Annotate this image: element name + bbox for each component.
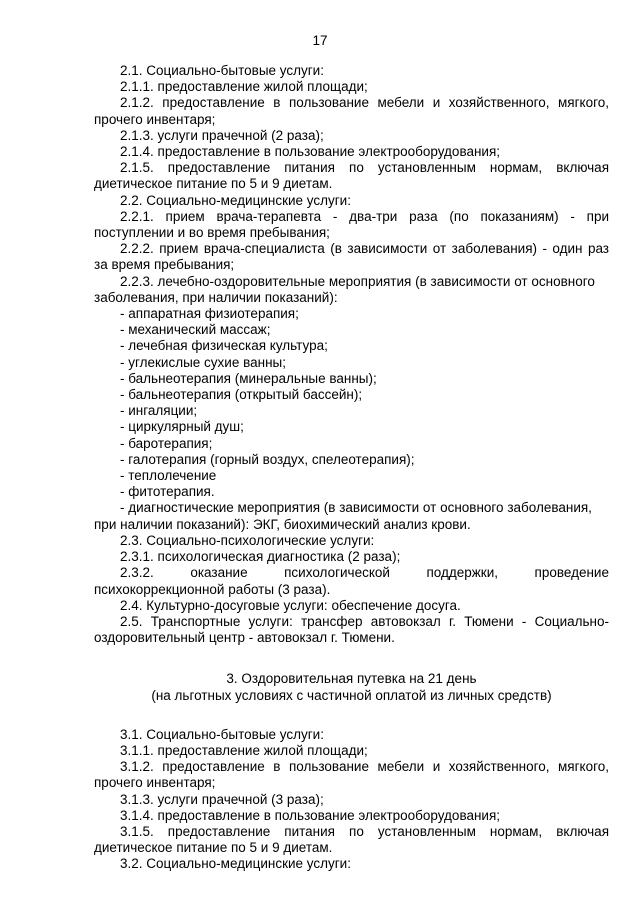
item-3-1-5: 3.1.5. предоставление питания по установленным нормам, включая диетическое питание по 5 и 9 диетам. [94,823,609,856]
item-2-2: 2.2. Социально-медицинские услуги: [120,192,351,208]
procedure-item: - фитотерапия. [120,484,215,500]
item-2-3: 2.3. Социально-психологические услуги: [120,532,375,548]
procedure-item: - лечебная физическая культура; [120,338,328,354]
procedure-item: - циркулярный душ; [120,419,244,435]
procedure-item: - аппаратная физиотерапия; [120,306,299,322]
item-2-1-5: 2.1.5. предоставление питания по установленным нормам, включая диетическое питание по 5 и 9 диетам. [94,160,609,192]
item-2-2-1: 2.2.1. прием врача-терапевта - два-три раза (по показаниям) - при поступлении и во время пребывания; [94,208,609,241]
procedure-item: - баротерапия; [120,435,213,451]
procedure-item: - галотерапия (горный воздух, спелеотерапия); [120,451,415,467]
document-body [94,63,609,873]
item-2-1-4: 2.1.4. предоставление в пользование электрооборудования; [120,144,501,160]
procedure-item: - ингаляции; [120,403,198,419]
item-3-1: 3.1. Социально-бытовые услуги: [120,726,324,742]
item-2-4: 2.4. Культурно-досуговые услуги: обеспечение досуга. [120,597,461,613]
item-2-1-3: 2.1.3. услуги прачечной (2 раза); [120,127,324,143]
item-3-1-2: 3.1.2. предоставление в пользование мебели и хозяйственного, мягкого, прочего инвентаря; [94,759,609,791]
section-heading: 3. Оздоровительная путевка на 21 день [226,671,477,687]
item-2-2-3: 2.2.3. лечебно-оздоровительные мероприятия (в зависимости от основного заболевания, при наличии показаний): [94,273,595,305]
item-2-3-2: 2.3.2. оказание психологической поддержки, проведение психокоррекционной работы (3 раза). [94,565,609,597]
procedure-item: - бальнеотерапия (открытый бассейн); [120,387,363,403]
item-2-1-2: 2.1.2. предоставление в пользование мебели и хозяйственного, мягкого, прочего инвентаря; [94,95,609,127]
item-3-2: 3.2. Социально-медицинские услуги: [120,856,351,872]
procedure-item: - бальнеотерапия (минеральные ванны); [120,370,377,386]
item-2-3-1: 2.3.1. психологическая диагностика (2 раза); [120,549,401,565]
procedure-item: - механический массаж; [120,322,271,338]
item-3-1-3: 3.1.3. услуги прачечной (3 раза); [120,791,324,807]
item-2-5: 2.5. Транспортные услуги: трансфер автовокзал г. Тюмени - Социально-оздоровительный центр - автовокзал г. Тюмени. [94,613,609,646]
item-2-2-2: 2.2.2. прием врача-специалиста (в зависимости от заболевания) - один раз за время пребывания; [94,241,609,273]
item-2-1-1: 2.1.1. предоставление жилой площади; [120,79,368,95]
item-3-1-4: 3.1.4. предоставление в пользование электрооборудования; [120,807,501,823]
item-3-1-1: 3.1.1. предоставление жилой площади; [120,742,368,758]
procedure-item: - теплолечение [120,468,217,484]
procedure-item: - углекислые сухие ванны; [120,354,286,370]
section-subheading: (на льготных условиях с частичной оплатой из личных средств) [151,687,552,703]
diagnostic-item: - диагностические мероприятия (в зависимости от основного заболевания, при наличии показаний): ЭКГ, биохимический анализ крови. [94,500,592,532]
item-2-1: 2.1. Социально-бытовые услуги: [120,63,324,78]
page-number: 17 [312,33,328,48]
